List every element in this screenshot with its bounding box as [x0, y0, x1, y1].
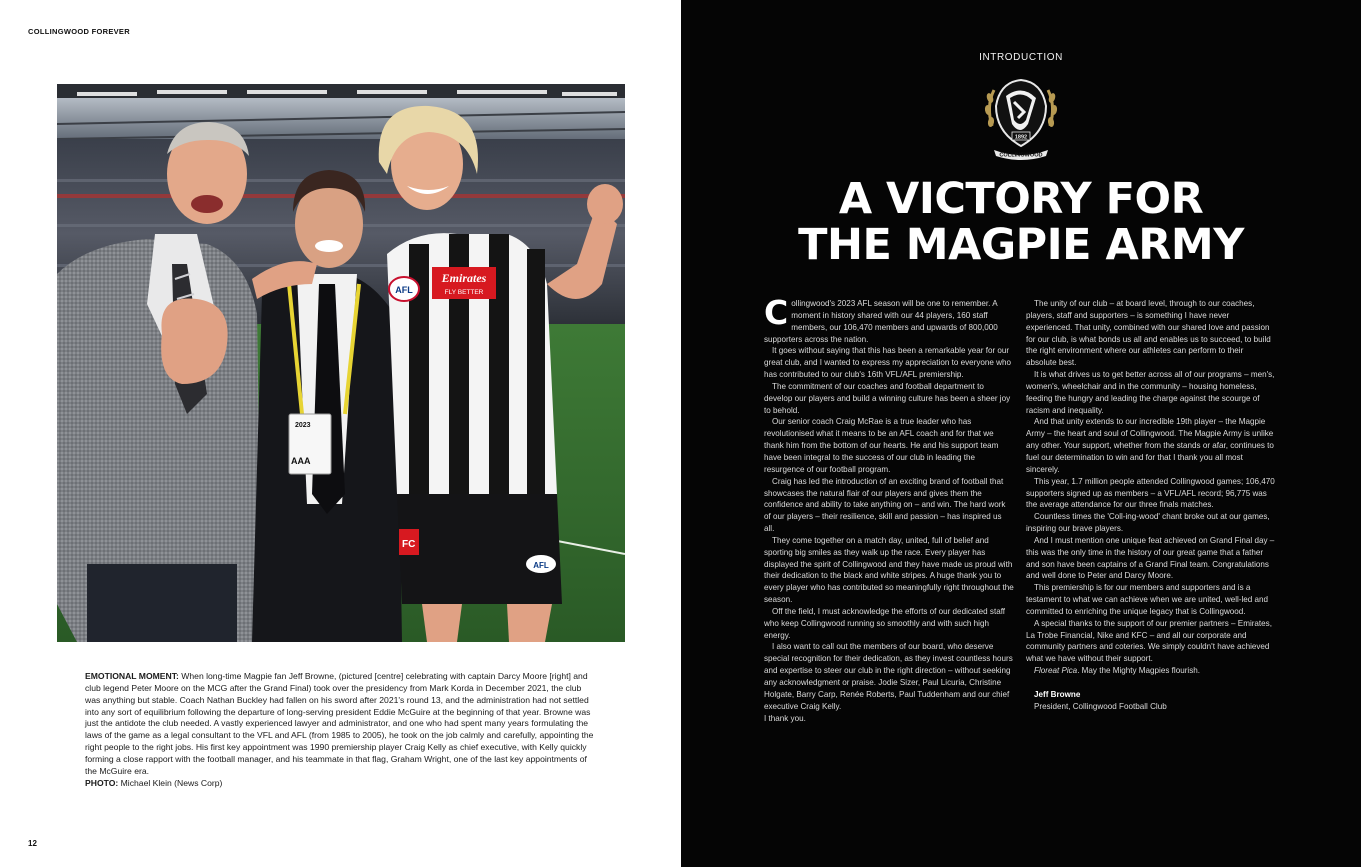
- crest-year: 1892: [1014, 134, 1028, 141]
- signature-block: [1026, 689, 1276, 713]
- caption-body: When long-time Magpie fan Jeff Browne, (pictured [centre] celebrating with captain Darcy Moore [right] and club legend Peter Moore on the MCG after the Grand Final) took over the presidency from Mark Korda in December 2021, the club was anything but stable. Coach Nathan Buckley had fallen on his sword after 2021's round 13, and the administration had not settled into any sort of equilibrium following the departure of long-serving president Eddie McGuire at the beginning of that year. Browne was just the antidote the club needed. A vastly experienced lawyer and administrator, and one who had spent many years formulating the laws of the game as a legal consultant to the VFL and AFL (from 1985 to 2005), he took on the job calmly and carefully, appointing the right people to the right jobs. His first key appointment was 1990 premiership player Craig Kelly as chief executive, with Kelly quickly forming a close rapport with the football manager, and his teammate in that flag, Graham Wright, one of the last key appointments of the McGuire era.: [85, 671, 594, 776]
- article-paragraph: A special thanks to the support of our premier partners – Emirates, La Trobe Financial, Nike and KFC – and all our corporate and community partners and coteries. We simply couldn't have achieved what we have without their support.: [1026, 618, 1272, 664]
- article-paragraph: This year, 1.7 million people attended Collingwood games; 106,470 supporters signed up as members – a VFL/AFL record; 96,775 was the average attendance for our three finals matches.: [1026, 476, 1275, 510]
- collingwood-crest-icon: [984, 76, 1058, 162]
- article-paragraph: This premiership is for our members and supporters and is a testament to what we can achieve when we are united, well-led and committed to enriching the unique legacy that is Collingwood.: [1026, 583, 1269, 616]
- section-label: INTRODUCTION: [979, 52, 1063, 63]
- article-paragraph: It goes without saying that this has been a remarkable year for our great club, and I wanted to express my appreciation to everyone who has contributed to our club's 16th VFL/AFL premiership.: [764, 346, 1012, 380]
- article-column-1: [764, 293, 1014, 724]
- celebration-photo: [57, 84, 625, 642]
- article-column-2: [1026, 298, 1276, 713]
- article-closing: I thank you.: [764, 713, 806, 723]
- afl-badge: AFL: [395, 285, 413, 295]
- article-paragraph: I also want to call out the members of our board, who deserve special recognition for their dedication, as they invest countless hours and expertise to steer our club in the right direction – without seeking any acknowledgment or praise. Jodie Sizer, Paul Licuria, Christine Holgate, Barry Carp, Renée Roberts, Paul Tuddenham and our chief executive Craig Kelly.: [764, 642, 1013, 711]
- lanyard-year: 2023: [295, 422, 311, 429]
- article-paragraph: They come together on a match day, united, full of belief and sporting big smiles as they walk up the race. Every player has displayed the spirit of Collingwood and they have made us proud with their dedication to the black and white stripes. A huge thank you to every player who has contributed so meaningfully right throughout the season.: [764, 535, 1014, 605]
- article-first-paragraph: Collingwood's 2023 AFL season will be one to remember. A moment in history shared with our 44 players, 160 staff members, our 106,470 members and upwards of 800,000 supporters across the nation.: [764, 293, 998, 344]
- photo-credit-label: PHOTO:: [85, 777, 119, 788]
- lanyard-code: AAA: [291, 456, 311, 466]
- article-paragraph: Craig has led the introduction of an exciting brand of football that showcases the natural flair of our players and gives them the confidence and ability to take anything on – and win. The hard work of our players – their resilience, skill and passion – has inspired us all.: [764, 476, 1006, 534]
- page-number: 12: [28, 839, 37, 848]
- headline-line-1: A VICTORY FOR: [838, 174, 1204, 224]
- signatory-name: Jeff Browne: [1034, 690, 1081, 699]
- article-paragraph: And that unity extends to our incredible 19th player – the Magpie Army – the heart and soul of Collingwood. The Magpie Army is unlike any other. Your support, whether from the stands or afar, continues to fuel our determination to win and for that I thank you all most sincerely.: [1026, 417, 1274, 474]
- right-page: [681, 0, 1361, 867]
- running-head: COLLINGWOOD FOREVER: [28, 27, 130, 36]
- caption-lead: EMOTIONAL MOMENT:: [85, 671, 179, 681]
- headline: [681, 176, 1361, 268]
- drop-cap: C: [764, 293, 789, 332]
- article-paragraph: Countless times the 'Coll-ing-wood' chant broke out at our games, inspiring our brave players.: [1026, 512, 1270, 534]
- article-paragraph: The commitment of our coaches and football department to develop our players and build a winning culture has been a sheer joy to behold.: [764, 381, 1011, 415]
- signatory-title: President, Collingwood Football Club: [1034, 701, 1167, 711]
- article-paragraph: Our senior coach Craig McRae is a true leader who has revolutionised what it means to be an AFL coach and for that we thank him from the bottom of our hearts. He and his support team have been integral to the success of our club in leading the resurgence of our football program.: [764, 417, 999, 474]
- photo-caption: [85, 671, 595, 789]
- shorts-afl-badge: AFL: [533, 561, 549, 570]
- emirates-logo: Emirates: [441, 271, 487, 285]
- article-paragraph: It is what drives us to get better across all of our programs – men's, women's, wheelchair and in the community – housing homeless, feeding the hungry and leading the charge against the scourge of racism and inequality.: [1026, 370, 1275, 415]
- emirates-tagline: FLY BETTER: [444, 289, 484, 296]
- kfc-logo: FC: [402, 539, 416, 550]
- article-paragraph: Off the field, I must acknowledge the efforts of our dedicated staff who keep Collingwood running so smoothly and with such high energy.: [764, 606, 1006, 640]
- photo-credit: Michael Klein (News Corp): [118, 777, 223, 788]
- club-motto: Floreat Pica. May the Mighty Magpies flourish.: [1034, 666, 1200, 676]
- headline-line-2: THE MAGPIE ARMY: [798, 220, 1244, 270]
- article-paragraph: The unity of our club – at board level, through to our coaches, players, staff and supporters – is something I have never experienced. That unity, combined with our shared love and passion for our club, is what bonds us all and enables us to succeed, to build the right environment where our athletes can perform to their absolute best.: [1026, 299, 1271, 368]
- crest-name: COLLINGWOOD: [999, 152, 1043, 159]
- article-paragraph: And I must mention one unique feat achieved on Grand Final day – this was the only time in the history of our great game that a father and son have been captains of a Grand Final team. Congratulations and well done to Peter and Darcy Moore.: [1026, 535, 1275, 581]
